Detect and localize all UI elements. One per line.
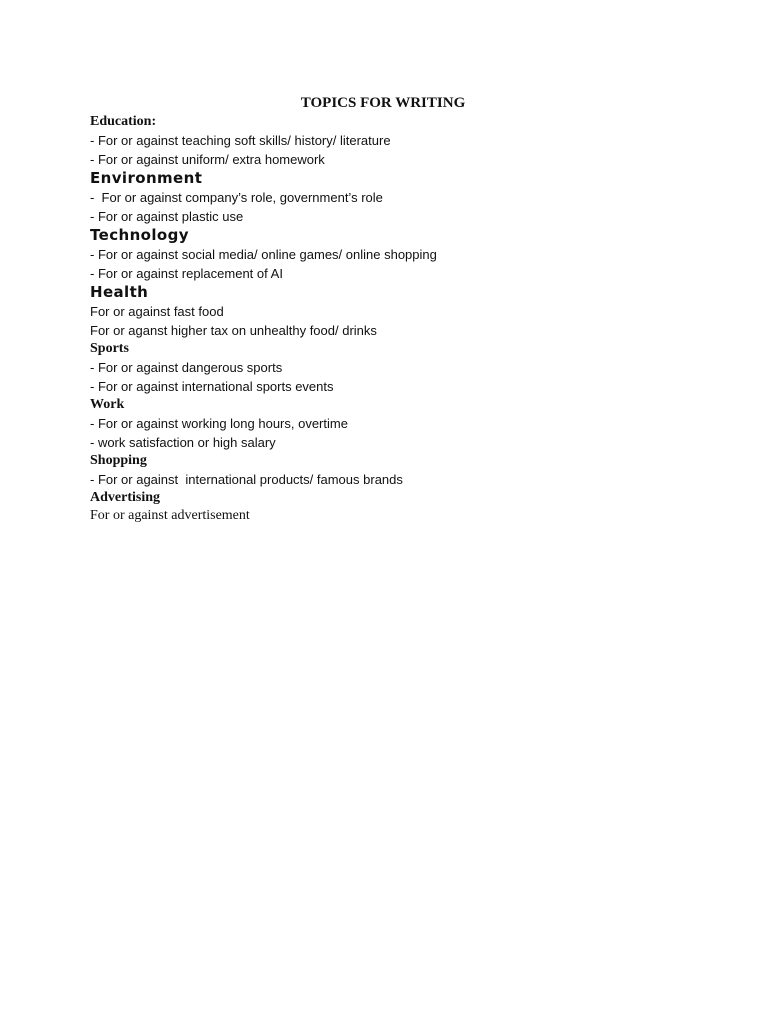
section-work bbox=[90, 396, 690, 452]
list-item: - For or against replacement of AI bbox=[90, 266, 283, 281]
list-item: For or against fast food bbox=[90, 304, 224, 319]
list-item: - work satisfaction or high salary bbox=[90, 435, 276, 450]
section-education bbox=[90, 113, 690, 169]
section-heading-shopping: Shopping bbox=[90, 453, 147, 468]
section-technology bbox=[90, 226, 690, 283]
list-item: - For or against plastic use bbox=[90, 209, 244, 224]
list-item: - For or against company’s role, government’s role bbox=[90, 190, 383, 205]
list-item: - For or against uniform/ extra homework bbox=[90, 152, 325, 167]
list-item: - For or against working long hours, overtime bbox=[90, 416, 348, 431]
section-shopping bbox=[90, 452, 690, 489]
document-title: TOPICS FOR WRITING bbox=[300, 95, 466, 111]
list-item: For or aganst higher tax on unhealthy food/ drinks bbox=[90, 323, 377, 338]
list-item: - For or against international products/ famous brands bbox=[90, 472, 403, 487]
section-heading-health: Health bbox=[90, 283, 149, 301]
section-environment bbox=[90, 169, 690, 226]
section-heading-work: Work bbox=[90, 397, 125, 412]
section-heading-environment: Environment bbox=[90, 169, 203, 187]
list-item: - For or against teaching soft skills/ history/ literature bbox=[90, 133, 391, 148]
section-heading-advertising: Advertising bbox=[90, 490, 160, 505]
section-heading-technology: Technology bbox=[90, 226, 189, 244]
section-health bbox=[90, 283, 690, 340]
section-heading-education: Education: bbox=[90, 114, 157, 129]
list-item: - For or against dangerous sports bbox=[90, 360, 283, 375]
section-advertising bbox=[90, 489, 690, 525]
list-item: - For or against international sports events bbox=[90, 379, 334, 394]
list-item: For or against advertisement bbox=[90, 508, 250, 523]
section-heading-sports: Sports bbox=[90, 341, 129, 356]
section-sports bbox=[90, 340, 690, 396]
document-content bbox=[90, 94, 690, 525]
list-item: - For or against social media/ online games/ online shopping bbox=[90, 247, 437, 262]
